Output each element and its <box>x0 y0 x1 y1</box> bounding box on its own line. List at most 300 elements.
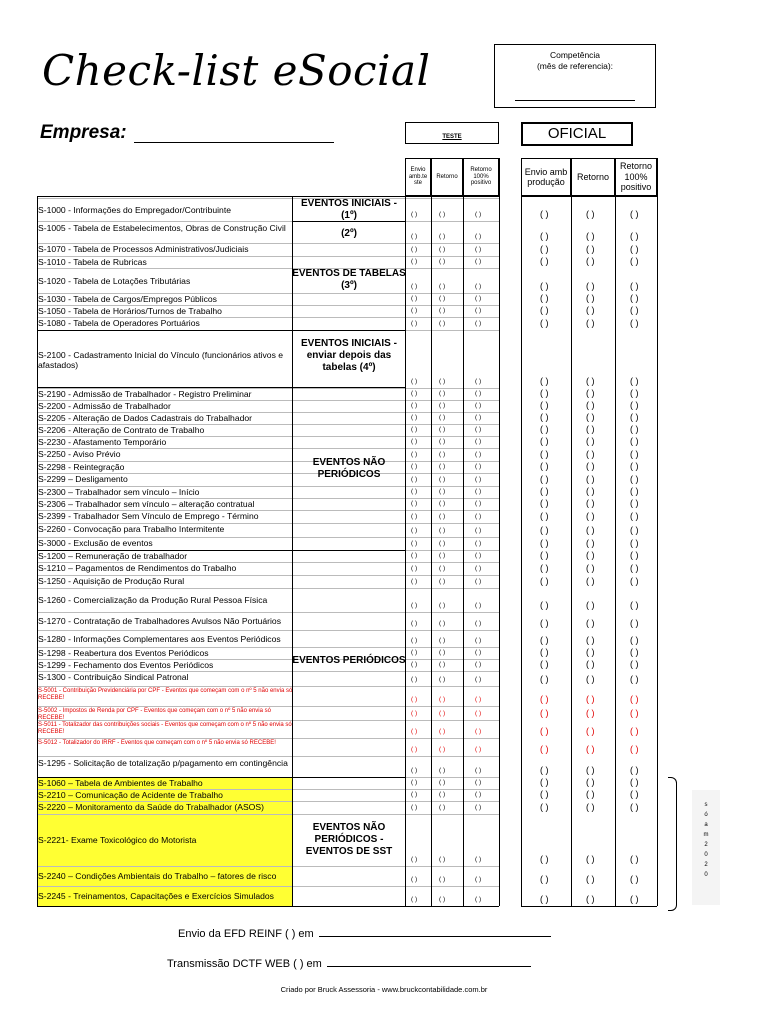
checkbox-teste-positivo[interactable]: ( ) <box>475 767 482 774</box>
checkbox-oficial-positivo[interactable]: ( ) <box>630 388 639 398</box>
checkbox-oficial-envio[interactable]: ( ) <box>540 209 549 219</box>
checkbox-oficial-retorno[interactable]: ( ) <box>586 209 595 219</box>
grid-line <box>292 221 405 222</box>
checkbox-teste-retorno[interactable]: ( ) <box>439 258 446 265</box>
checkbox-oficial-positivo[interactable]: ( ) <box>630 305 639 315</box>
checkbox-oficial-envio[interactable]: ( ) <box>540 424 549 434</box>
checkbox-teste-positivo[interactable]: ( ) <box>475 451 482 458</box>
checkbox-teste-positivo[interactable]: ( ) <box>475 500 482 507</box>
checkbox-teste-envio[interactable]: ( ) <box>411 402 418 409</box>
checkbox-teste-retorno[interactable]: ( ) <box>439 527 446 534</box>
checkbox-teste-positivo[interactable]: ( ) <box>475 856 482 863</box>
checkbox-oficial-positivo[interactable]: ( ) <box>630 694 639 704</box>
checkbox-teste-retorno[interactable]: ( ) <box>439 746 446 753</box>
checkbox-oficial-retorno[interactable]: ( ) <box>586 647 595 657</box>
checkbox-oficial-retorno[interactable]: ( ) <box>586 436 595 446</box>
checkbox-teste-positivo[interactable]: ( ) <box>475 728 482 735</box>
table-row <box>37 473 499 487</box>
row-label: S-2306 – Trabalhador sem vínculo – alteração contratual <box>38 499 255 509</box>
checkbox-oficial-retorno[interactable]: ( ) <box>586 576 595 586</box>
row-label: S-2399 - Trabalhador Sem Vínculo de Emprego - Término <box>38 511 259 521</box>
checkbox-oficial-envio[interactable]: ( ) <box>540 659 549 669</box>
checkbox-teste-retorno[interactable]: ( ) <box>439 463 446 470</box>
reinf-date-line[interactable] <box>319 936 551 937</box>
checkbox-teste-positivo[interactable]: ( ) <box>475 295 482 302</box>
checkbox-oficial-retorno[interactable]: ( ) <box>586 461 595 471</box>
checkbox-teste-positivo[interactable]: ( ) <box>475 246 482 253</box>
checkbox-teste-positivo[interactable]: ( ) <box>475 390 482 397</box>
checkbox-oficial-envio[interactable]: ( ) <box>540 511 549 521</box>
checkbox-teste-retorno[interactable]: ( ) <box>439 710 446 717</box>
checkbox-teste-positivo[interactable]: ( ) <box>475 414 482 421</box>
checkbox-oficial-retorno[interactable]: ( ) <box>586 305 595 315</box>
competencia-label: Competência <box>549 50 601 60</box>
checkbox-teste-positivo[interactable]: ( ) <box>475 779 482 786</box>
checkbox-teste-retorno[interactable]: ( ) <box>439 767 446 774</box>
checkbox-teste-positivo[interactable]: ( ) <box>475 378 482 385</box>
checkbox-oficial-positivo[interactable]: ( ) <box>630 708 639 718</box>
checkbox-teste-envio[interactable]: ( ) <box>411 295 418 302</box>
checkbox-teste-envio[interactable]: ( ) <box>411 451 418 458</box>
checkbox-teste-retorno[interactable]: ( ) <box>439 233 446 240</box>
checkbox-oficial-retorno[interactable]: ( ) <box>586 777 595 787</box>
checkbox-oficial-envio[interactable]: ( ) <box>540 563 549 573</box>
checkbox-teste-positivo[interactable]: ( ) <box>475 476 482 483</box>
row-label: S-2299 – Desligamento <box>38 474 128 484</box>
group-iniciais: EVENTOS INICIAIS - (1º) <box>301 198 397 221</box>
checkbox-teste-retorno[interactable]: ( ) <box>439 661 446 668</box>
checkbox-oficial-envio[interactable]: ( ) <box>540 694 549 704</box>
checkbox-teste-positivo[interactable]: ( ) <box>475 791 482 798</box>
checkbox-teste-retorno[interactable]: ( ) <box>439 451 446 458</box>
row-label: S-2300 – Trabalhador sem vínculo – Início <box>38 487 200 497</box>
checkbox-oficial-positivo[interactable]: ( ) <box>630 376 639 386</box>
checkbox-oficial-positivo[interactable]: ( ) <box>630 244 639 254</box>
checkbox-teste-positivo[interactable]: ( ) <box>475 620 482 627</box>
checkbox-teste-positivo[interactable]: ( ) <box>475 527 482 534</box>
row-label: S-1250 - Aquisição de Produção Rural <box>38 576 185 586</box>
checkbox-teste-retorno[interactable]: ( ) <box>439 578 446 585</box>
checkbox-oficial-envio[interactable]: ( ) <box>540 449 549 459</box>
checkbox-teste-positivo[interactable]: ( ) <box>475 552 482 559</box>
table-row <box>37 706 499 721</box>
checkbox-teste-envio[interactable]: ( ) <box>411 258 418 265</box>
checkbox-teste-envio[interactable]: ( ) <box>411 710 418 717</box>
checkbox-oficial-envio[interactable]: ( ) <box>540 461 549 471</box>
checkbox-oficial-envio[interactable]: ( ) <box>540 874 549 884</box>
checkbox-oficial-envio[interactable]: ( ) <box>540 726 549 736</box>
checkbox-oficial-envio[interactable]: ( ) <box>540 436 549 446</box>
brace <box>668 777 677 911</box>
checkbox-teste-retorno[interactable]: ( ) <box>439 513 446 520</box>
checkbox-teste-envio[interactable]: ( ) <box>411 527 418 534</box>
checkbox-teste-positivo[interactable]: ( ) <box>475 540 482 547</box>
checkbox-teste-retorno[interactable]: ( ) <box>439 728 446 735</box>
checkbox-teste-positivo[interactable]: ( ) <box>475 676 482 683</box>
checkbox-teste-retorno[interactable]: ( ) <box>439 637 446 644</box>
checkbox-oficial-envio[interactable]: ( ) <box>540 412 549 422</box>
checkbox-oficial-envio[interactable]: ( ) <box>540 576 549 586</box>
checkbox-teste-positivo[interactable]: ( ) <box>475 283 482 290</box>
table-row <box>37 510 499 524</box>
checkbox-oficial-retorno[interactable]: ( ) <box>586 538 595 548</box>
checkbox-teste-retorno[interactable]: ( ) <box>439 488 446 495</box>
checkbox-oficial-envio[interactable]: ( ) <box>540 244 549 254</box>
checkbox-oficial-positivo[interactable]: ( ) <box>630 511 639 521</box>
checkbox-teste-envio[interactable]: ( ) <box>411 791 418 798</box>
checkbox-oficial-positivo[interactable]: ( ) <box>630 777 639 787</box>
checkbox-oficial-positivo[interactable]: ( ) <box>630 449 639 459</box>
checkbox-oficial-retorno[interactable]: ( ) <box>586 674 595 684</box>
checkbox-oficial-positivo[interactable]: ( ) <box>630 744 639 754</box>
checkbox-teste-envio[interactable]: ( ) <box>411 414 418 421</box>
checkbox-oficial-envio[interactable]: ( ) <box>540 538 549 548</box>
checkbox-oficial-retorno[interactable]: ( ) <box>586 550 595 560</box>
checkbox-teste-retorno[interactable]: ( ) <box>439 211 446 218</box>
checkbox-oficial-retorno[interactable]: ( ) <box>586 874 595 884</box>
checkbox-teste-positivo[interactable]: ( ) <box>475 438 482 445</box>
checkbox-teste-retorno[interactable]: ( ) <box>439 295 446 302</box>
group-periodicos: EVENTOS PERIÓDICOS <box>292 655 406 666</box>
checkbox-teste-envio[interactable]: ( ) <box>411 856 418 863</box>
checkbox-oficial-retorno[interactable]: ( ) <box>586 765 595 775</box>
checkbox-teste-envio[interactable]: ( ) <box>411 552 418 559</box>
checkbox-teste-retorno[interactable]: ( ) <box>439 402 446 409</box>
checkbox-oficial-positivo[interactable]: ( ) <box>630 600 639 610</box>
checkbox-oficial-envio[interactable]: ( ) <box>540 802 549 812</box>
checkbox-teste-envio[interactable]: ( ) <box>411 246 418 253</box>
checkbox-teste-positivo[interactable]: ( ) <box>475 402 482 409</box>
checkbox-teste-retorno[interactable]: ( ) <box>439 438 446 445</box>
competencia-line <box>515 100 635 101</box>
checkbox-oficial-positivo[interactable]: ( ) <box>630 802 639 812</box>
checkbox-oficial-retorno[interactable]: ( ) <box>586 618 595 628</box>
checkbox-oficial-envio[interactable]: ( ) <box>540 474 549 484</box>
checkbox-oficial-retorno[interactable]: ( ) <box>586 525 595 535</box>
checkbox-teste-envio[interactable]: ( ) <box>411 728 418 735</box>
checkbox-teste-retorno[interactable]: ( ) <box>439 540 446 547</box>
table-row <box>37 671 499 687</box>
checkbox-oficial-envio[interactable]: ( ) <box>540 777 549 787</box>
checkbox-oficial-retorno[interactable]: ( ) <box>586 894 595 904</box>
checkbox-oficial-positivo[interactable]: ( ) <box>630 726 639 736</box>
checkbox-oficial-positivo[interactable]: ( ) <box>630 576 639 586</box>
checkbox-oficial-retorno[interactable]: ( ) <box>586 376 595 386</box>
checkbox-oficial-envio[interactable]: ( ) <box>540 600 549 610</box>
table-row <box>37 562 499 576</box>
checkbox-oficial-positivo[interactable]: ( ) <box>630 525 639 535</box>
checkbox-oficial-positivo[interactable]: ( ) <box>630 461 639 471</box>
checkbox-oficial-positivo[interactable]: ( ) <box>630 635 639 645</box>
checkbox-teste-retorno[interactable]: ( ) <box>439 500 446 507</box>
checkbox-oficial-positivo[interactable]: ( ) <box>630 486 639 496</box>
checkbox-teste-retorno[interactable]: ( ) <box>439 876 446 883</box>
row-label: S-2240 – Condições Ambientais do Trabalho – fatores de risco <box>38 871 277 881</box>
grid-line <box>405 158 406 906</box>
header-teste-positivo: Retorno 100% positivo <box>463 158 499 196</box>
checkbox-oficial-envio[interactable]: ( ) <box>540 231 549 241</box>
reinf-row[interactable] <box>178 928 551 940</box>
checkbox-oficial-retorno[interactable]: ( ) <box>586 244 595 254</box>
checkbox-oficial-retorno[interactable]: ( ) <box>586 708 595 718</box>
checkbox-teste-retorno[interactable]: ( ) <box>439 696 446 703</box>
checkbox-oficial-envio[interactable]: ( ) <box>540 894 549 904</box>
checkbox-teste-retorno[interactable]: ( ) <box>439 779 446 786</box>
checkbox-oficial-retorno[interactable]: ( ) <box>586 281 595 291</box>
table-row <box>37 814 499 867</box>
checkbox-teste-envio[interactable]: ( ) <box>411 513 418 520</box>
checkbox-teste-positivo[interactable]: ( ) <box>475 637 482 644</box>
checkbox-oficial-envio[interactable]: ( ) <box>540 525 549 535</box>
checkbox-teste-positivo[interactable]: ( ) <box>475 488 482 495</box>
checkbox-teste-envio[interactable]: ( ) <box>411 488 418 495</box>
checkbox-oficial-retorno[interactable]: ( ) <box>586 511 595 521</box>
grid-line <box>521 158 522 906</box>
checkbox-teste-retorno[interactable]: ( ) <box>439 246 446 253</box>
checkbox-teste-envio[interactable]: ( ) <box>411 578 418 585</box>
checkbox-oficial-envio[interactable]: ( ) <box>540 674 549 684</box>
checkbox-teste-positivo[interactable]: ( ) <box>475 804 482 811</box>
header-teste-envio: Envio amb.te ste <box>405 158 431 196</box>
checkbox-oficial-retorno[interactable]: ( ) <box>586 400 595 410</box>
checkbox-oficial-envio[interactable]: ( ) <box>540 708 549 718</box>
checkbox-oficial-retorno[interactable]: ( ) <box>586 231 595 241</box>
checkbox-teste-envio[interactable]: ( ) <box>411 463 418 470</box>
checkbox-oficial-positivo[interactable]: ( ) <box>630 318 639 328</box>
checkbox-teste-retorno[interactable]: ( ) <box>439 307 446 314</box>
checkbox-teste-retorno[interactable]: ( ) <box>439 378 446 385</box>
dctf-date-line[interactable] <box>327 966 531 967</box>
checkbox-teste-envio[interactable]: ( ) <box>411 390 418 397</box>
checkbox-teste-positivo[interactable]: ( ) <box>475 661 482 668</box>
checkbox-teste-retorno[interactable]: ( ) <box>439 676 446 683</box>
checkbox-teste-retorno[interactable]: ( ) <box>439 390 446 397</box>
grid-line <box>37 550 292 551</box>
checkbox-oficial-positivo[interactable]: ( ) <box>630 436 639 446</box>
checkbox-oficial-envio[interactable]: ( ) <box>540 281 549 291</box>
checkbox-oficial-retorno[interactable]: ( ) <box>586 789 595 799</box>
checkbox-teste-retorno[interactable]: ( ) <box>439 565 446 572</box>
checkbox-teste-retorno[interactable]: ( ) <box>439 320 446 327</box>
checkbox-oficial-positivo[interactable]: ( ) <box>630 563 639 573</box>
checkbox-teste-retorno[interactable]: ( ) <box>439 426 446 433</box>
grid-line <box>521 196 657 197</box>
checkbox-oficial-positivo[interactable]: ( ) <box>630 894 639 904</box>
grid-line <box>37 196 38 906</box>
checkbox-oficial-retorno[interactable]: ( ) <box>586 474 595 484</box>
checkbox-oficial-retorno[interactable]: ( ) <box>586 256 595 266</box>
group-sst: EVENTOS NÃO PERIÓDICOS - EVENTOS DE SST <box>305 822 393 857</box>
checkbox-teste-envio[interactable]: ( ) <box>411 426 418 433</box>
checkbox-oficial-envio[interactable]: ( ) <box>540 376 549 386</box>
row-label: S-5001 - Contribuição Previdenciária por CPF - Eventos que começam com o nº 5 não envia só RECEBE! <box>38 688 293 702</box>
checkbox-oficial-retorno[interactable]: ( ) <box>586 318 595 328</box>
checkbox-teste-retorno[interactable]: ( ) <box>439 476 446 483</box>
teste-header: TESTE <box>405 122 499 144</box>
checkbox-teste-retorno[interactable]: ( ) <box>439 283 446 290</box>
checkbox-teste-positivo[interactable]: ( ) <box>475 426 482 433</box>
checkbox-teste-envio[interactable]: ( ) <box>411 283 418 290</box>
checkbox-oficial-envio[interactable]: ( ) <box>540 400 549 410</box>
checkbox-teste-positivo[interactable]: ( ) <box>475 602 482 609</box>
checkbox-oficial-retorno[interactable]: ( ) <box>586 659 595 669</box>
checkbox-oficial-retorno[interactable]: ( ) <box>586 600 595 610</box>
checkbox-teste-envio[interactable]: ( ) <box>411 233 418 240</box>
checkbox-oficial-envio[interactable]: ( ) <box>540 293 549 303</box>
checkbox-teste-retorno[interactable]: ( ) <box>439 804 446 811</box>
checkbox-oficial-positivo[interactable]: ( ) <box>630 538 639 548</box>
checkbox-teste-envio[interactable]: ( ) <box>411 896 418 903</box>
row-label: S-5002 - Impostos de Renda por CPF - Eventos que começam com o nº 5 não envia só RECEBE! <box>38 708 271 722</box>
checkbox-teste-positivo[interactable]: ( ) <box>475 258 482 265</box>
checkbox-teste-retorno[interactable]: ( ) <box>439 791 446 798</box>
row-label: S-1260 - Comercialização da Produção Rural Pessoa Física <box>38 595 268 605</box>
checkbox-teste-envio[interactable]: ( ) <box>411 661 418 668</box>
checkbox-teste-envio[interactable]: ( ) <box>411 378 418 385</box>
checkbox-oficial-positivo[interactable]: ( ) <box>630 854 639 864</box>
checkbox-oficial-positivo[interactable]: ( ) <box>630 874 639 884</box>
checkbox-oficial-envio[interactable]: ( ) <box>540 854 549 864</box>
checkbox-teste-retorno[interactable]: ( ) <box>439 649 446 656</box>
checkbox-oficial-envio[interactable]: ( ) <box>540 744 549 754</box>
checkbox-oficial-positivo[interactable]: ( ) <box>630 231 639 241</box>
checkbox-teste-envio[interactable]: ( ) <box>411 476 418 483</box>
checkbox-teste-envio[interactable]: ( ) <box>411 696 418 703</box>
checkbox-teste-envio[interactable]: ( ) <box>411 211 418 218</box>
competencia-box[interactable] <box>494 44 656 108</box>
checkbox-oficial-positivo[interactable]: ( ) <box>630 647 639 657</box>
checkbox-oficial-envio[interactable]: ( ) <box>540 647 549 657</box>
checkbox-teste-retorno[interactable]: ( ) <box>439 896 446 903</box>
checkbox-teste-envio[interactable]: ( ) <box>411 746 418 753</box>
checkbox-oficial-retorno[interactable]: ( ) <box>586 563 595 573</box>
checkbox-oficial-positivo[interactable]: ( ) <box>630 281 639 291</box>
checkbox-oficial-retorno[interactable]: ( ) <box>586 726 595 736</box>
checkbox-teste-positivo[interactable]: ( ) <box>475 746 482 753</box>
checkbox-oficial-retorno[interactable]: ( ) <box>586 694 595 704</box>
checkbox-oficial-retorno[interactable]: ( ) <box>586 293 595 303</box>
checkbox-oficial-positivo[interactable]: ( ) <box>630 424 639 434</box>
checkbox-teste-envio[interactable]: ( ) <box>411 320 418 327</box>
table-row <box>37 738 499 757</box>
checkbox-teste-envio[interactable]: ( ) <box>411 779 418 786</box>
checkbox-oficial-retorno[interactable]: ( ) <box>586 498 595 508</box>
row-label: S-2205 - Alteração de Dados Cadastrais do Trabalhador <box>38 413 253 423</box>
checkbox-oficial-envio[interactable]: ( ) <box>540 498 549 508</box>
checkbox-teste-envio[interactable]: ( ) <box>411 876 418 883</box>
checkbox-teste-envio[interactable]: ( ) <box>411 565 418 572</box>
checkbox-teste-envio[interactable]: ( ) <box>411 620 418 627</box>
checkbox-teste-positivo[interactable]: ( ) <box>475 696 482 703</box>
checkbox-oficial-positivo[interactable]: ( ) <box>630 256 639 266</box>
checkbox-oficial-envio[interactable]: ( ) <box>540 765 549 775</box>
checkbox-oficial-positivo[interactable]: ( ) <box>630 618 639 628</box>
row-label: S-1080 - Tabela de Operadores Portuários <box>38 318 200 328</box>
checkbox-teste-envio[interactable]: ( ) <box>411 767 418 774</box>
checkbox-oficial-positivo[interactable]: ( ) <box>630 293 639 303</box>
checkbox-oficial-positivo[interactable]: ( ) <box>630 412 639 422</box>
checkbox-oficial-positivo[interactable]: ( ) <box>630 498 639 508</box>
checkbox-teste-envio[interactable]: ( ) <box>411 676 418 683</box>
checkbox-teste-positivo[interactable]: ( ) <box>475 876 482 883</box>
checkbox-oficial-positivo[interactable]: ( ) <box>630 674 639 684</box>
table-row <box>37 243 499 257</box>
checkbox-oficial-positivo[interactable]: ( ) <box>630 659 639 669</box>
checkbox-teste-positivo[interactable]: ( ) <box>475 565 482 572</box>
checkbox-teste-positivo[interactable]: ( ) <box>475 307 482 314</box>
checkbox-oficial-envio[interactable]: ( ) <box>540 305 549 315</box>
checkbox-oficial-positivo[interactable]: ( ) <box>630 209 639 219</box>
checkbox-teste-positivo[interactable]: ( ) <box>475 463 482 470</box>
checkbox-oficial-retorno[interactable]: ( ) <box>586 412 595 422</box>
table-row <box>37 330 499 389</box>
checkbox-oficial-retorno[interactable]: ( ) <box>586 449 595 459</box>
checkbox-oficial-envio[interactable]: ( ) <box>540 486 549 496</box>
checkbox-oficial-retorno[interactable]: ( ) <box>586 635 595 645</box>
checkbox-teste-positivo[interactable]: ( ) <box>475 649 482 656</box>
checkbox-teste-positivo[interactable]: ( ) <box>475 896 482 903</box>
empresa-field[interactable] <box>134 142 334 143</box>
checkbox-teste-envio[interactable]: ( ) <box>411 804 418 811</box>
checkbox-teste-retorno[interactable]: ( ) <box>439 414 446 421</box>
row-label: S-1050 - Tabela de Horários/Turnos de Trabalho <box>38 306 222 316</box>
checkbox-oficial-envio[interactable]: ( ) <box>540 388 549 398</box>
row-label: S-1280 - Informações Complementares aos Eventos Periódicos <box>38 633 281 644</box>
checkbox-teste-positivo[interactable]: ( ) <box>475 513 482 520</box>
checkbox-oficial-envio[interactable]: ( ) <box>540 618 549 628</box>
checkbox-teste-envio[interactable]: ( ) <box>411 307 418 314</box>
checkbox-oficial-retorno[interactable]: ( ) <box>586 388 595 398</box>
checkbox-teste-envio[interactable]: ( ) <box>411 649 418 656</box>
checkbox-teste-positivo[interactable]: ( ) <box>475 233 482 240</box>
checkbox-teste-positivo[interactable]: ( ) <box>475 320 482 327</box>
checkbox-oficial-envio[interactable]: ( ) <box>540 789 549 799</box>
checkbox-oficial-positivo[interactable]: ( ) <box>630 474 639 484</box>
checkbox-oficial-positivo[interactable]: ( ) <box>630 400 639 410</box>
checkbox-oficial-envio[interactable]: ( ) <box>540 550 549 560</box>
checkbox-teste-retorno[interactable]: ( ) <box>439 856 446 863</box>
checkbox-teste-retorno[interactable]: ( ) <box>439 552 446 559</box>
checkbox-teste-envio[interactable]: ( ) <box>411 500 418 507</box>
checkbox-teste-envio[interactable]: ( ) <box>411 540 418 547</box>
checkbox-teste-envio[interactable]: ( ) <box>411 602 418 609</box>
checkbox-oficial-envio[interactable]: ( ) <box>540 635 549 645</box>
checkbox-teste-positivo[interactable]: ( ) <box>475 578 482 585</box>
table-row <box>37 756 499 778</box>
grid-line <box>292 550 405 551</box>
checkbox-oficial-envio[interactable]: ( ) <box>540 318 549 328</box>
checkbox-teste-envio[interactable]: ( ) <box>411 438 418 445</box>
checkbox-oficial-retorno[interactable]: ( ) <box>586 424 595 434</box>
checkbox-teste-retorno[interactable]: ( ) <box>439 602 446 609</box>
checkbox-oficial-retorno[interactable]: ( ) <box>586 744 595 754</box>
table-row <box>37 317 499 331</box>
checkbox-oficial-retorno[interactable]: ( ) <box>586 486 595 496</box>
checkbox-teste-positivo[interactable]: ( ) <box>475 211 482 218</box>
checkbox-oficial-retorno[interactable]: ( ) <box>586 802 595 812</box>
checkbox-oficial-positivo[interactable]: ( ) <box>630 550 639 560</box>
checkbox-oficial-envio[interactable]: ( ) <box>540 256 549 266</box>
checkbox-teste-envio[interactable]: ( ) <box>411 637 418 644</box>
dctf-row[interactable] <box>167 958 531 970</box>
checkbox-oficial-retorno[interactable]: ( ) <box>586 854 595 864</box>
checkbox-teste-retorno[interactable]: ( ) <box>439 620 446 627</box>
table-row <box>37 221 499 244</box>
checkbox-oficial-positivo[interactable]: ( ) <box>630 789 639 799</box>
grid-line <box>571 158 572 906</box>
checkbox-teste-positivo[interactable]: ( ) <box>475 710 482 717</box>
checkbox-oficial-positivo[interactable]: ( ) <box>630 765 639 775</box>
